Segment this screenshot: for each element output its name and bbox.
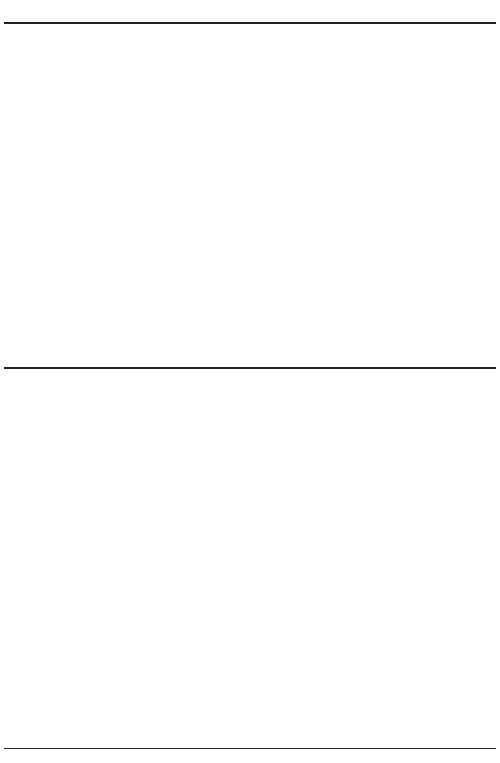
footer-rule xyxy=(4,748,496,749)
masthead xyxy=(0,0,500,22)
header-rule xyxy=(4,22,496,24)
section-divider xyxy=(4,367,496,369)
